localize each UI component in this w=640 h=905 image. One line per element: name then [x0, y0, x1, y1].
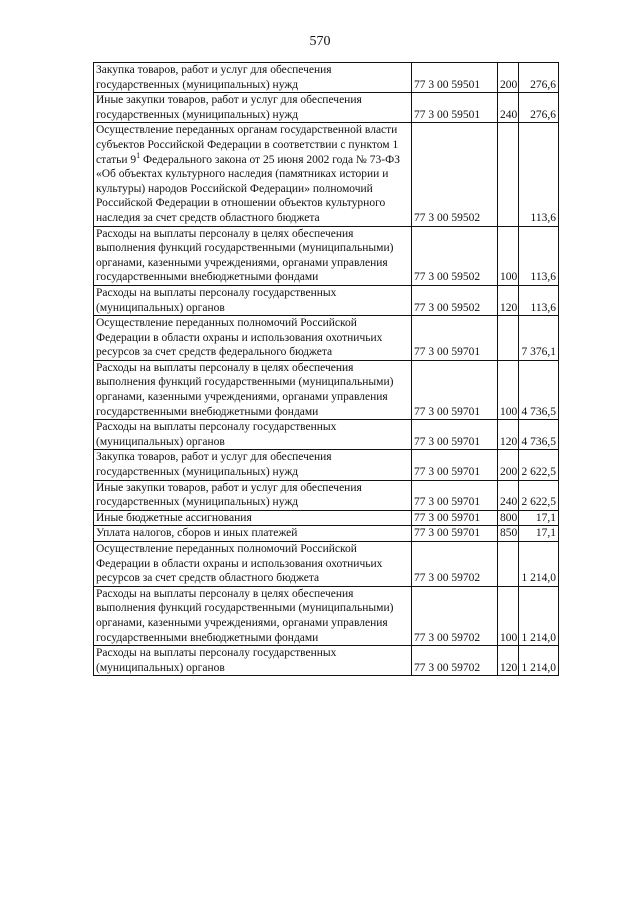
target-article-code-cell: 77 3 00 59501: [412, 63, 498, 93]
target-article-code-cell: 77 3 00 59501: [412, 93, 498, 123]
expense-type-code-cell: 850: [498, 526, 519, 542]
expense-type-code-cell: 120: [498, 285, 519, 315]
expense-type-code-cell: [498, 542, 519, 587]
expense-type-code-cell: 200: [498, 63, 519, 93]
table-row: [94, 316, 559, 361]
expense-name-cell: Закупка товаров, работ и услуг для обеспечения государственных (муниципальных) нужд: [94, 63, 412, 93]
table-row: [94, 646, 559, 676]
expense-name-cell: Иные закупки товаров, работ и услуг для обеспечения государственных (муниципальных) нужд: [94, 93, 412, 123]
amount-cell: 1 214,0: [519, 586, 559, 645]
amount-cell: 1 214,0: [519, 542, 559, 587]
target-article-code-cell: 77 3 00 59701: [412, 450, 498, 480]
amount-cell: 4 736,5: [519, 360, 559, 419]
expense-name-cell: Расходы на выплаты персоналу государственных (муниципальных) органов: [94, 285, 412, 315]
table-row: [94, 420, 559, 450]
expense-type-code-cell: 800: [498, 510, 519, 526]
amount-cell: 113,6: [519, 285, 559, 315]
target-article-code-cell: 77 3 00 59701: [412, 420, 498, 450]
target-article-code-cell: 77 3 00 59701: [412, 510, 498, 526]
expense-type-code-cell: 200: [498, 450, 519, 480]
table-row: [94, 480, 559, 510]
page-number: 570: [309, 34, 331, 49]
expense-name-cell: Закупка товаров, работ и услуг для обеспечения государственных (муниципальных) нужд: [94, 450, 412, 480]
expense-type-code-cell: [498, 316, 519, 361]
table-row: [94, 526, 559, 542]
expense-name-cell: Расходы на выплаты персоналу в целях обеспечения выполнения функций государственными (муниципальными) органами, казенными учреждениями, органами управления государственными внебюджетными фондами: [94, 360, 412, 419]
table-row: [94, 93, 559, 123]
target-article-code-cell: 77 3 00 59502: [412, 123, 498, 226]
expense-name-cell: Иные закупки товаров, работ и услуг для обеспечения государственных (муниципальных) нужд: [94, 480, 412, 510]
amount-cell: 17,1: [519, 526, 559, 542]
expense-name-cell: Осуществление переданных полномочий Российской Федерации в области охраны и использования охотничьих ресурсов за счет средств областного бюджета: [94, 542, 412, 587]
expense-name-cell: Осуществление переданных органам государственной власти субъектов Российской Федерации в соответствии с пунктом 1 статьи $9^1$ Федерального закона от 25 июня 2002 года № 73-ФЗ «Об объектах культурного наследия (памятниках истории и культуры) народов Российской Федерации» полномочий Российской Федерации в отношении объектов культурного наследия за счет средств областного бюджета: [94, 123, 412, 226]
table-row: [94, 450, 559, 480]
expense-name-cell: Расходы на выплаты персоналу государственных (муниципальных) органов: [94, 420, 412, 450]
amount-cell: 113,6: [519, 123, 559, 226]
amount-cell: 276,6: [519, 63, 559, 93]
expense-type-code-cell: 240: [498, 93, 519, 123]
table-row: [94, 542, 559, 587]
expense-type-code-cell: 120: [498, 646, 519, 676]
target-article-code-cell: 77 3 00 59701: [412, 360, 498, 419]
expense-type-code-cell: 120: [498, 420, 519, 450]
target-article-code-cell: 77 3 00 59702: [412, 646, 498, 676]
target-article-code-cell: 77 3 00 59701: [412, 526, 498, 542]
expense-name-cell: Расходы на выплаты персоналу государственных (муниципальных) органов: [94, 646, 412, 676]
target-article-code-cell: 77 3 00 59502: [412, 285, 498, 315]
expense-name-cell: Иные бюджетные ассигнования: [94, 510, 412, 526]
amount-cell: 2 622,5: [519, 450, 559, 480]
amount-cell: 1 214,0: [519, 646, 559, 676]
target-article-code-cell: 77 3 00 59502: [412, 226, 498, 285]
expense-name-cell: Осуществление переданных полномочий Российской Федерации в области охраны и использования охотничьих ресурсов за счет средств федерального бюджета: [94, 316, 412, 361]
expense-type-code-cell: 240: [498, 480, 519, 510]
table-row: [94, 63, 559, 93]
table-row: [94, 123, 559, 226]
expense-type-code-cell: 100: [498, 586, 519, 645]
target-article-code-cell: 77 3 00 59702: [412, 586, 498, 645]
budget-table-body: [94, 63, 559, 676]
amount-cell: 113,6: [519, 226, 559, 285]
target-article-code-cell: 77 3 00 59702: [412, 542, 498, 587]
amount-cell: 17,1: [519, 510, 559, 526]
target-article-code-cell: 77 3 00 59701: [412, 316, 498, 361]
table-row: [94, 226, 559, 285]
table-row: [94, 510, 559, 526]
table-row: [94, 360, 559, 419]
budget-table: [93, 62, 559, 676]
target-article-code-cell: 77 3 00 59701: [412, 480, 498, 510]
expense-type-code-cell: 100: [498, 360, 519, 419]
table-row: [94, 586, 559, 645]
amount-cell: 4 736,5: [519, 420, 559, 450]
expense-type-code-cell: 100: [498, 226, 519, 285]
expense-name-cell: Уплата налогов, сборов и иных платежей: [94, 526, 412, 542]
amount-cell: 2 622,5: [519, 480, 559, 510]
amount-cell: 7 376,1: [519, 316, 559, 361]
table-row: [94, 285, 559, 315]
expense-name-cell: Расходы на выплаты персоналу в целях обеспечения выполнения функций государственными (муниципальными) органами, казенными учреждениями, органами управления государственными внебюджетными фондами: [94, 586, 412, 645]
expense-type-code-cell: [498, 123, 519, 226]
expense-name-cell: Расходы на выплаты персоналу в целях обеспечения выполнения функций государственными (муниципальными) органами, казенными учреждениями, органами управления государственными внебюджетными фондами: [94, 226, 412, 285]
amount-cell: 276,6: [519, 93, 559, 123]
